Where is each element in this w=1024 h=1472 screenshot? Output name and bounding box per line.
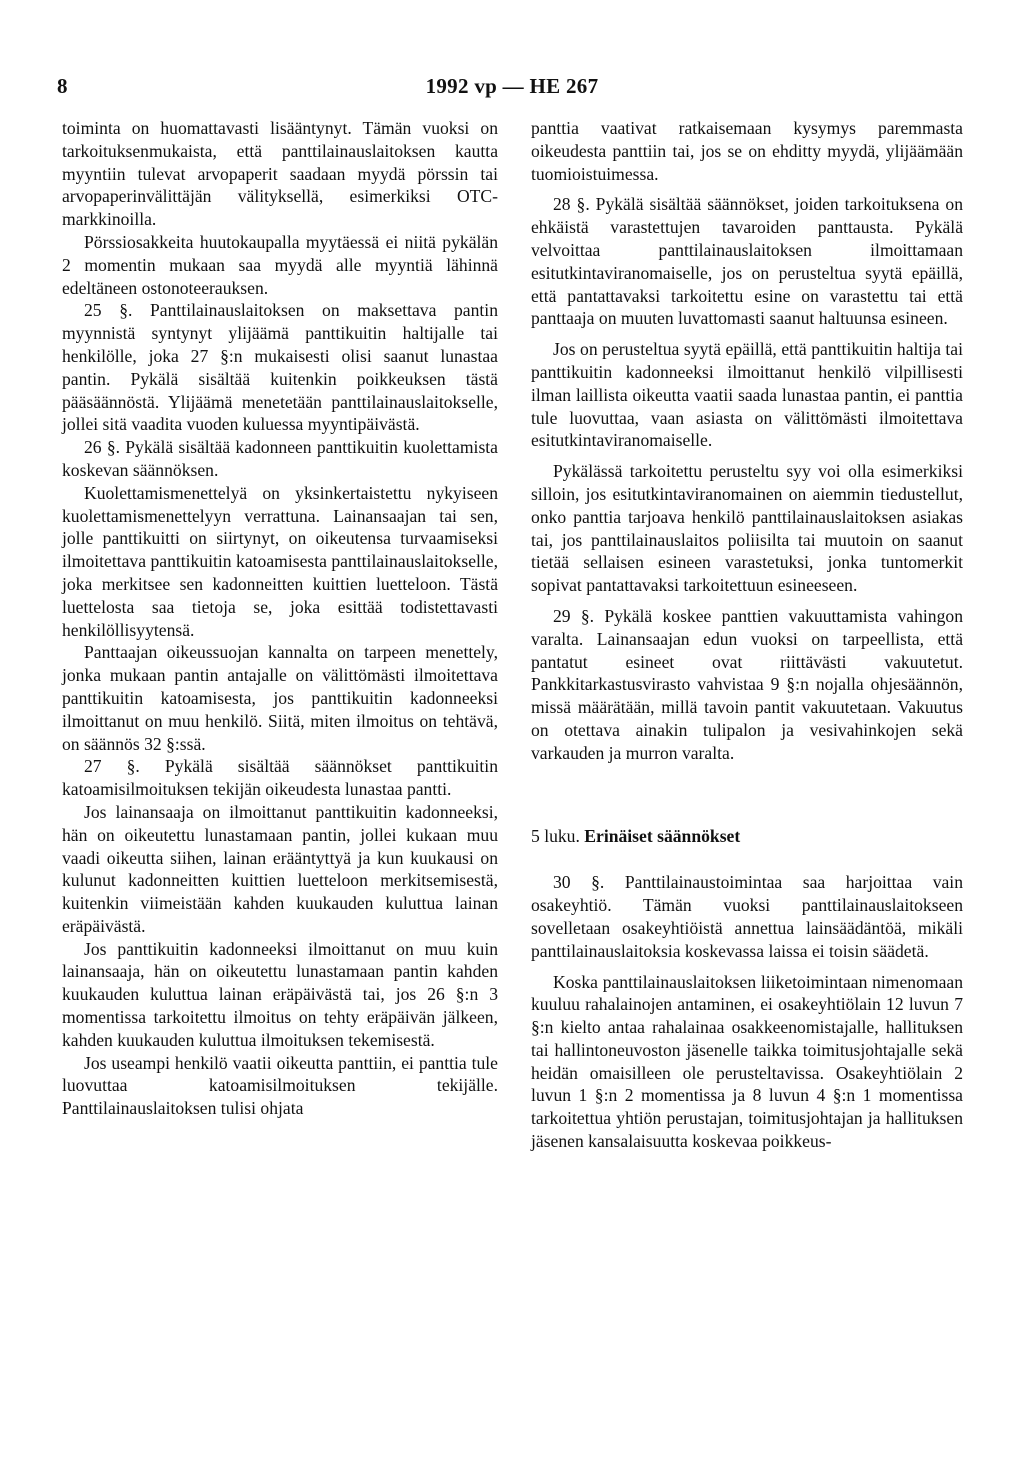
paragraph: Pykälässä tarkoitettu perusteltu syy voi olla esimerkiksi silloin, jos esitutkintaviranomainen on aiemmin tiedustellut, onko panttia tarjoava henkilö panttilainauslaitoksen asiakas tai, jos panttilainauslaitos poliisilta tai muutoin on saanut tietää sellaisen esineen varastetuksi, jonka tuntomerkit sopivat pantattavaksi tarkoitettuun esineeseen. <box>531 461 963 596</box>
running-head: 1992 vp — HE 267 <box>425 74 599 98</box>
paragraph: 30 §. Panttilainaustoimintaa saa harjoittaa vain osakeyhtiö. Tämän vuoksi panttilainauslaitokseen sovelletaan osakeyhtiöistä annettua lainsäädäntöä, mikäli panttilainauslaitoksia koskevassa laissa ei toisin säädetä. <box>531 872 963 961</box>
chapter-title: Erinäiset säännökset <box>584 825 741 846</box>
page-number: 8 <box>57 74 68 98</box>
paragraph: 25 §. Panttilainauslaitoksen on maksettava pantin myynnistä syntynyt ylijäämä panttikuitin haltijalle tai henkilölle, joka 27 §:n mukaisesti olisi saanut lunastaa pantin. Pykälä sisältää kuitenkin poikkeuksen tästä pääsäännöstä. Ylijäämä menetetään panttilainauslaitokselle, jollei sitä vaadita vuoden kuluessa myyntipäivästä. <box>62 300 498 435</box>
page-header <box>0 74 1024 104</box>
paragraph: 26 §. Pykälä sisältää kadonneen panttikuitin kuolettamista koskevan säännöksen. <box>62 437 498 480</box>
right-column <box>531 117 963 1153</box>
paragraph: toiminta on huomattavasti lisääntynyt. Tämän vuoksi on tarkoituksenmukaista, että panttilainauslaitoksen kautta myyntiin tulevat arvopaperit saadaan myydä pörssin tai arvopaperinvälittäjän välityksellä, esimerkiksi OTC-markkinoilla. <box>62 118 498 230</box>
left-column <box>62 117 498 1120</box>
paragraph: Kuolettamismenettelyä on yksinkertaistettu nykyiseen kuolettamismenettelyyn verrattuna. Lainansaajan tai sen, jolle panttikuitti on siirtynyt, on oikeutensa turvaamiseksi ilmoitettava panttikuitin katoamisesta panttilainauslaitokselle, joka merkitsee sen kadonneitten kuittien luetteloon. Tästä luettelosta saa tietoja se, joka esittää todistettavasti henkilöllisyytensä. <box>62 482 498 640</box>
paragraph: Jos on perusteltua syytä epäillä, että panttikuitin haltija tai panttikuitin kadonneeksi ilmoittanut henkilö vilpillisesti ilman laillista oikeutta vaatii saada lunastaa pantin, ei panttia tule luovuttaa, vaan asiasta on välittömästi ilmoitettava esitutkintaviranomaiselle. <box>531 339 963 451</box>
paragraph: panttia vaativat ratkaisemaan kysymys paremmasta oikeudesta panttiin tai, jos se on ehditty myydä, ylijäämään tuomioistuimessa. <box>531 118 963 184</box>
paragraph: 29 §. Pykälä koskee panttien vakuuttamista vahingon varalta. Lainansaajan edun vuoksi on tarpeellista, että pantatut esineet ovat riittävästi vakuutetut. Pankkitarkastusvirasto vahvistaa 9 §:n nojalla ohjesäännön, missä määrätään, millä tavoin pantit vakuutetaan. Vakuutus on otettava ainakin tulipalon ja vesivahinkojen sekä varkauden ja murron varalta. <box>531 605 963 763</box>
paragraph: Koska panttilainauslaitoksen liiketoimintaan nimenomaan kuuluu rahalainojen antaminen, ei osakeyhtiölain 12 luvun 7 §:n kielto antaa rahalainaa osakkeenomistajalle, hallituksen tai hallintoneuvoston jäsenelle taikka toimitusjohtajalle sekä heidän omaisilleen ole perusteltavissa. Osakeyhtiölain 2 luvun 1 §:n 2 momentissa ja 8 luvun 4 §:n 1 momentissa tarkoitettua yhtiön perustajan, toimitusjohtajan ja hallituksen jäsenen kansalaisuutta koskevaa poikkeus- <box>531 971 963 1152</box>
chapter-heading <box>531 825 963 848</box>
paragraph: 28 §. Pykälä sisältää säännökset, joiden tarkoituksena on ehkäistä varastettujen tavaroiden panttausta. Pykälä velvoittaa panttilainauslaitoksen ilmoittamaan esitutkintaviranomaiselle, jos on perusteltua syytä epäillä, että pantattavaksi tarkoitettu esine on varastettu tai että panttaaja on muuten luvattomasti saanut haltuunsa esineen. <box>531 194 963 329</box>
paragraph: Pörssiosakkeita huutokaupalla myytäessä ei niitä pykälän 2 momentin mukaan saa myydä alle myyntiä lähinnä edeltäneen ostonoteerauksen. <box>62 231 498 298</box>
chapter-number: 5 luku. <box>531 825 580 846</box>
paragraph: Panttaajan oikeussuojan kannalta on tarpeen menettely, jonka mukaan pantin antajalle on välittömästi ilmoitettava panttikuitin katoamisesta, jos panttikuitin kadonneeksi ilmoittanut on muu henkilö. Siitä, miten ilmoitus on tehtävä, on säännös 32 §:ssä. <box>62 642 498 754</box>
paragraph: Jos lainansaaja on ilmoittanut panttikuitin kadonneeksi, hän on oikeutettu lunastamaan pantin, jollei kukaan muu vaadi oikeutta siihen, lainan erääntyttyä ja kun kuukausi on kulunut kadonneitten kuittien luetteloon merkitsemisestä, kuitenkin viimeistään kahden kuukauden kuluttua lainan eräpäivästä. <box>62 801 498 936</box>
paragraph: Jos panttikuitin kadonneeksi ilmoittanut on muu kuin lainansaaja, hän on oikeutettu lunastamaan pantin kahden kuukauden kuluttua lainan eräpäivästä tai, jos 26 §:n 3 momentissa tarkoitettu ilmoitus on tehty eräpäivän jälkeen, kahden kuukauden kuluttua ilmoituksen tekemisestä. <box>62 938 498 1050</box>
paragraph: Jos useampi henkilö vaatii oikeutta panttiin, ei panttia tule luovuttaa katoamisilmoituksen tekijälle. Panttilainauslaitoksen tulisi ohjata <box>62 1052 498 1119</box>
paragraph: 27 §. Pykälä sisältää säännökset panttikuitin katoamisilmoituksen tekijän oikeudesta lunastaa pantti. <box>62 756 498 800</box>
